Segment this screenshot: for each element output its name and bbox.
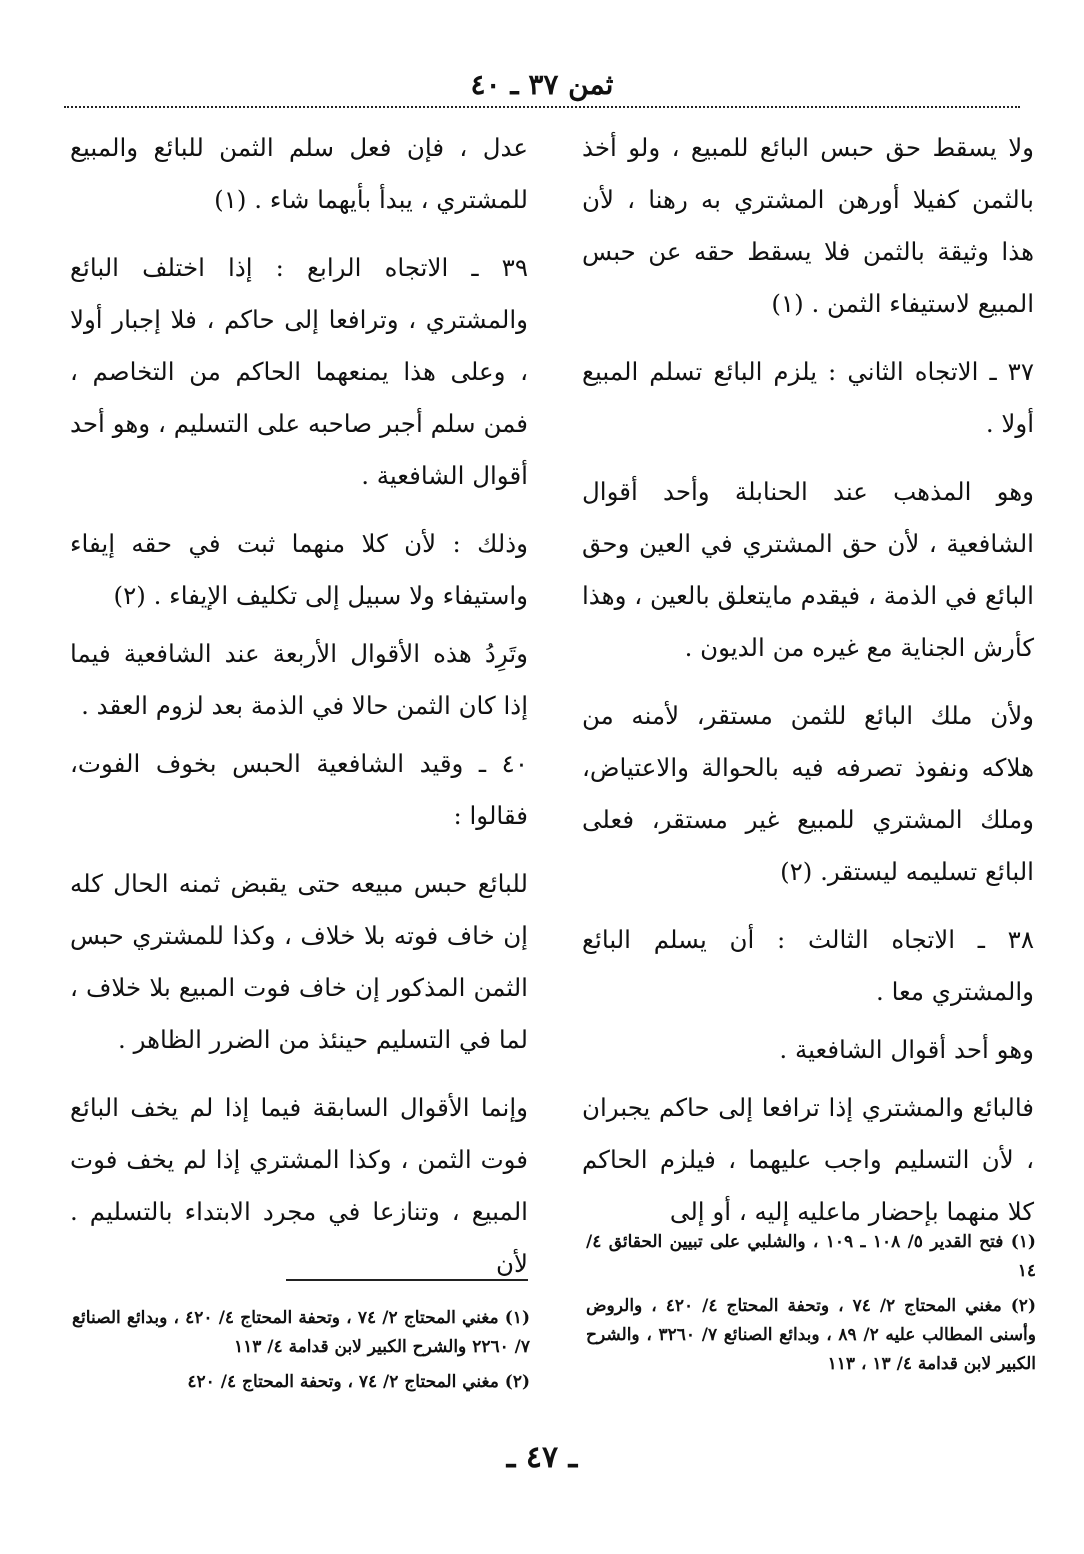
header-dotted-rule	[64, 106, 1020, 108]
page-number: ـ ٤٧ ـ	[506, 1440, 578, 1475]
footnotes-right	[586, 1228, 1036, 1385]
footnote: (٢) مغني المحتاج ٢/ ٧٤ ، وتحفة المحتاج ٤/ ٤٢٠	[187, 1372, 530, 1392]
paragraph: ٣٧ ـ الاتجاه الثاني : يلزم البائع تسلم المبيع أولا .	[582, 357, 1034, 438]
paragraph: ٣٨ ـ الاتجاه الثالث : أن يسلم البائع والمشتري معا .	[582, 925, 1034, 1006]
paragraph: فالبائع والمشتري إذا ترافعا إلى حاكم يجبران ، لأن التسليم واجب عليهما ، فيلزم الحاكم كلا منهما بإحضار ماعليه إليه ، أو إلى	[582, 1093, 1034, 1226]
paragraph: وهو المذهب عند الحنابلة وأحد أقوال الشافعية ، لأن حق المشتري في العين وحق البائع في الذمة ، فيقدم مايتعلق بالعين ، وهذا كأرش الجناية مع غيره من الديون .	[582, 477, 1034, 662]
footnote: (١) مغني المحتاج ٢/ ٧٤ ، وتحفة المحتاج ٤/ ٤٢٠ ، وبدائع الصنائع ٧/ ٢٢٦٠ والشرح الكبير لابن قدامة ٤/ ١١٣	[72, 1308, 530, 1357]
paragraph: عدل ، فإن فعل سلم الثمن للبائع والمبيع للمشتري ، يبدأ بأيهما شاء . (١)	[70, 133, 528, 214]
footnote-separator-rule	[286, 1279, 528, 1281]
right-text-column	[582, 122, 1034, 1254]
footnote: (١) فتح القدير ٥/ ١٠٨ ـ ١٠٩ ، والشلبي على تبيين الحقائق ٤/ ١٤	[586, 1232, 1036, 1281]
paragraph: وإنما الأقوال السابقة فيما إذا لم يخف البائع فوت الثمن ، وكذا المشتري إذا لم يخف فوت المبيع ، وتنازعا في مجرد الابتداء بالتسليم . لأن	[70, 1093, 528, 1278]
paragraph: ٤٠ ـ وقيد الشافعية الحبس بخوف الفوت، فقالوا :	[70, 749, 528, 830]
paragraph: وذلك : لأن كلا منهما ثبت في حقه إيفاء واستيفاء ولا سبيل إلى تكليف الإيفاء . (٢)	[70, 529, 528, 610]
page-header-title: ثمن ٣٧ ـ ٤٠	[470, 68, 614, 101]
footnotes-left	[72, 1304, 530, 1403]
paragraph: للبائع حبس مبيعه حتى يقبض ثمنه الحال كله إن خاف فوته بلا خلاف ، وكذا للمشتري حبس الثمن المذكور إن خاف فوت المبيع بلا خلاف ، لما في التسليم حينئذ من الضرر الظاهر .	[70, 869, 528, 1054]
paragraph: وهو أحد أقوال الشافعية .	[779, 1035, 1034, 1064]
footnote: (٢) مغني المحتاج ٢/ ٧٤ ، وتحفة المحتاج ٤/ ٤٢٠ ، والروض وأسنى المطالب عليه ٢/ ٨٩ ، وبدائع الصنائع ٧/ ٣٢٦٠ ، والشرح الكبير لابن قدامة ٤/ ١٣ ، ١١٣	[586, 1296, 1036, 1374]
paragraph: ولأن ملك البائع للثمن مستقر، لأمنه من هلاكه ونفوذ تصرفه فيه بالحوالة والاعتياض، وملك المشتري للمبيع غير مستقر، فعلى البائع تسليمه ليستقر. (٢)	[582, 701, 1034, 886]
left-text-column	[70, 122, 528, 1306]
paragraph: ٣٩ ـ الاتجاه الرابع : إذا اختلف البائع والمشتري ، وترافعا إلى حاكم ، فلا إجبار أولا ، وعلى هذا يمنعهما الحاكم من التخاصم ، فمن سلم أجبر صاحبه على التسليم ، وهو أحد أقوال الشافعية .	[70, 253, 528, 490]
paragraph: وتَرِدُ هذه الأقوال الأربعة عند الشافعية فيما إذا كان الثمن حالا في الذمة بعد لزوم العقد .	[70, 639, 528, 720]
paragraph: ولا يسقط حق حبس البائع للمبيع ، ولو أخذ بالثمن كفيلا أورهن المشتري به رهنا ، لأن هذا وثيقة بالثمن فلا يسقط حقه عن حبس المبيع لاستيفاء الثمن . (١)	[582, 133, 1034, 318]
